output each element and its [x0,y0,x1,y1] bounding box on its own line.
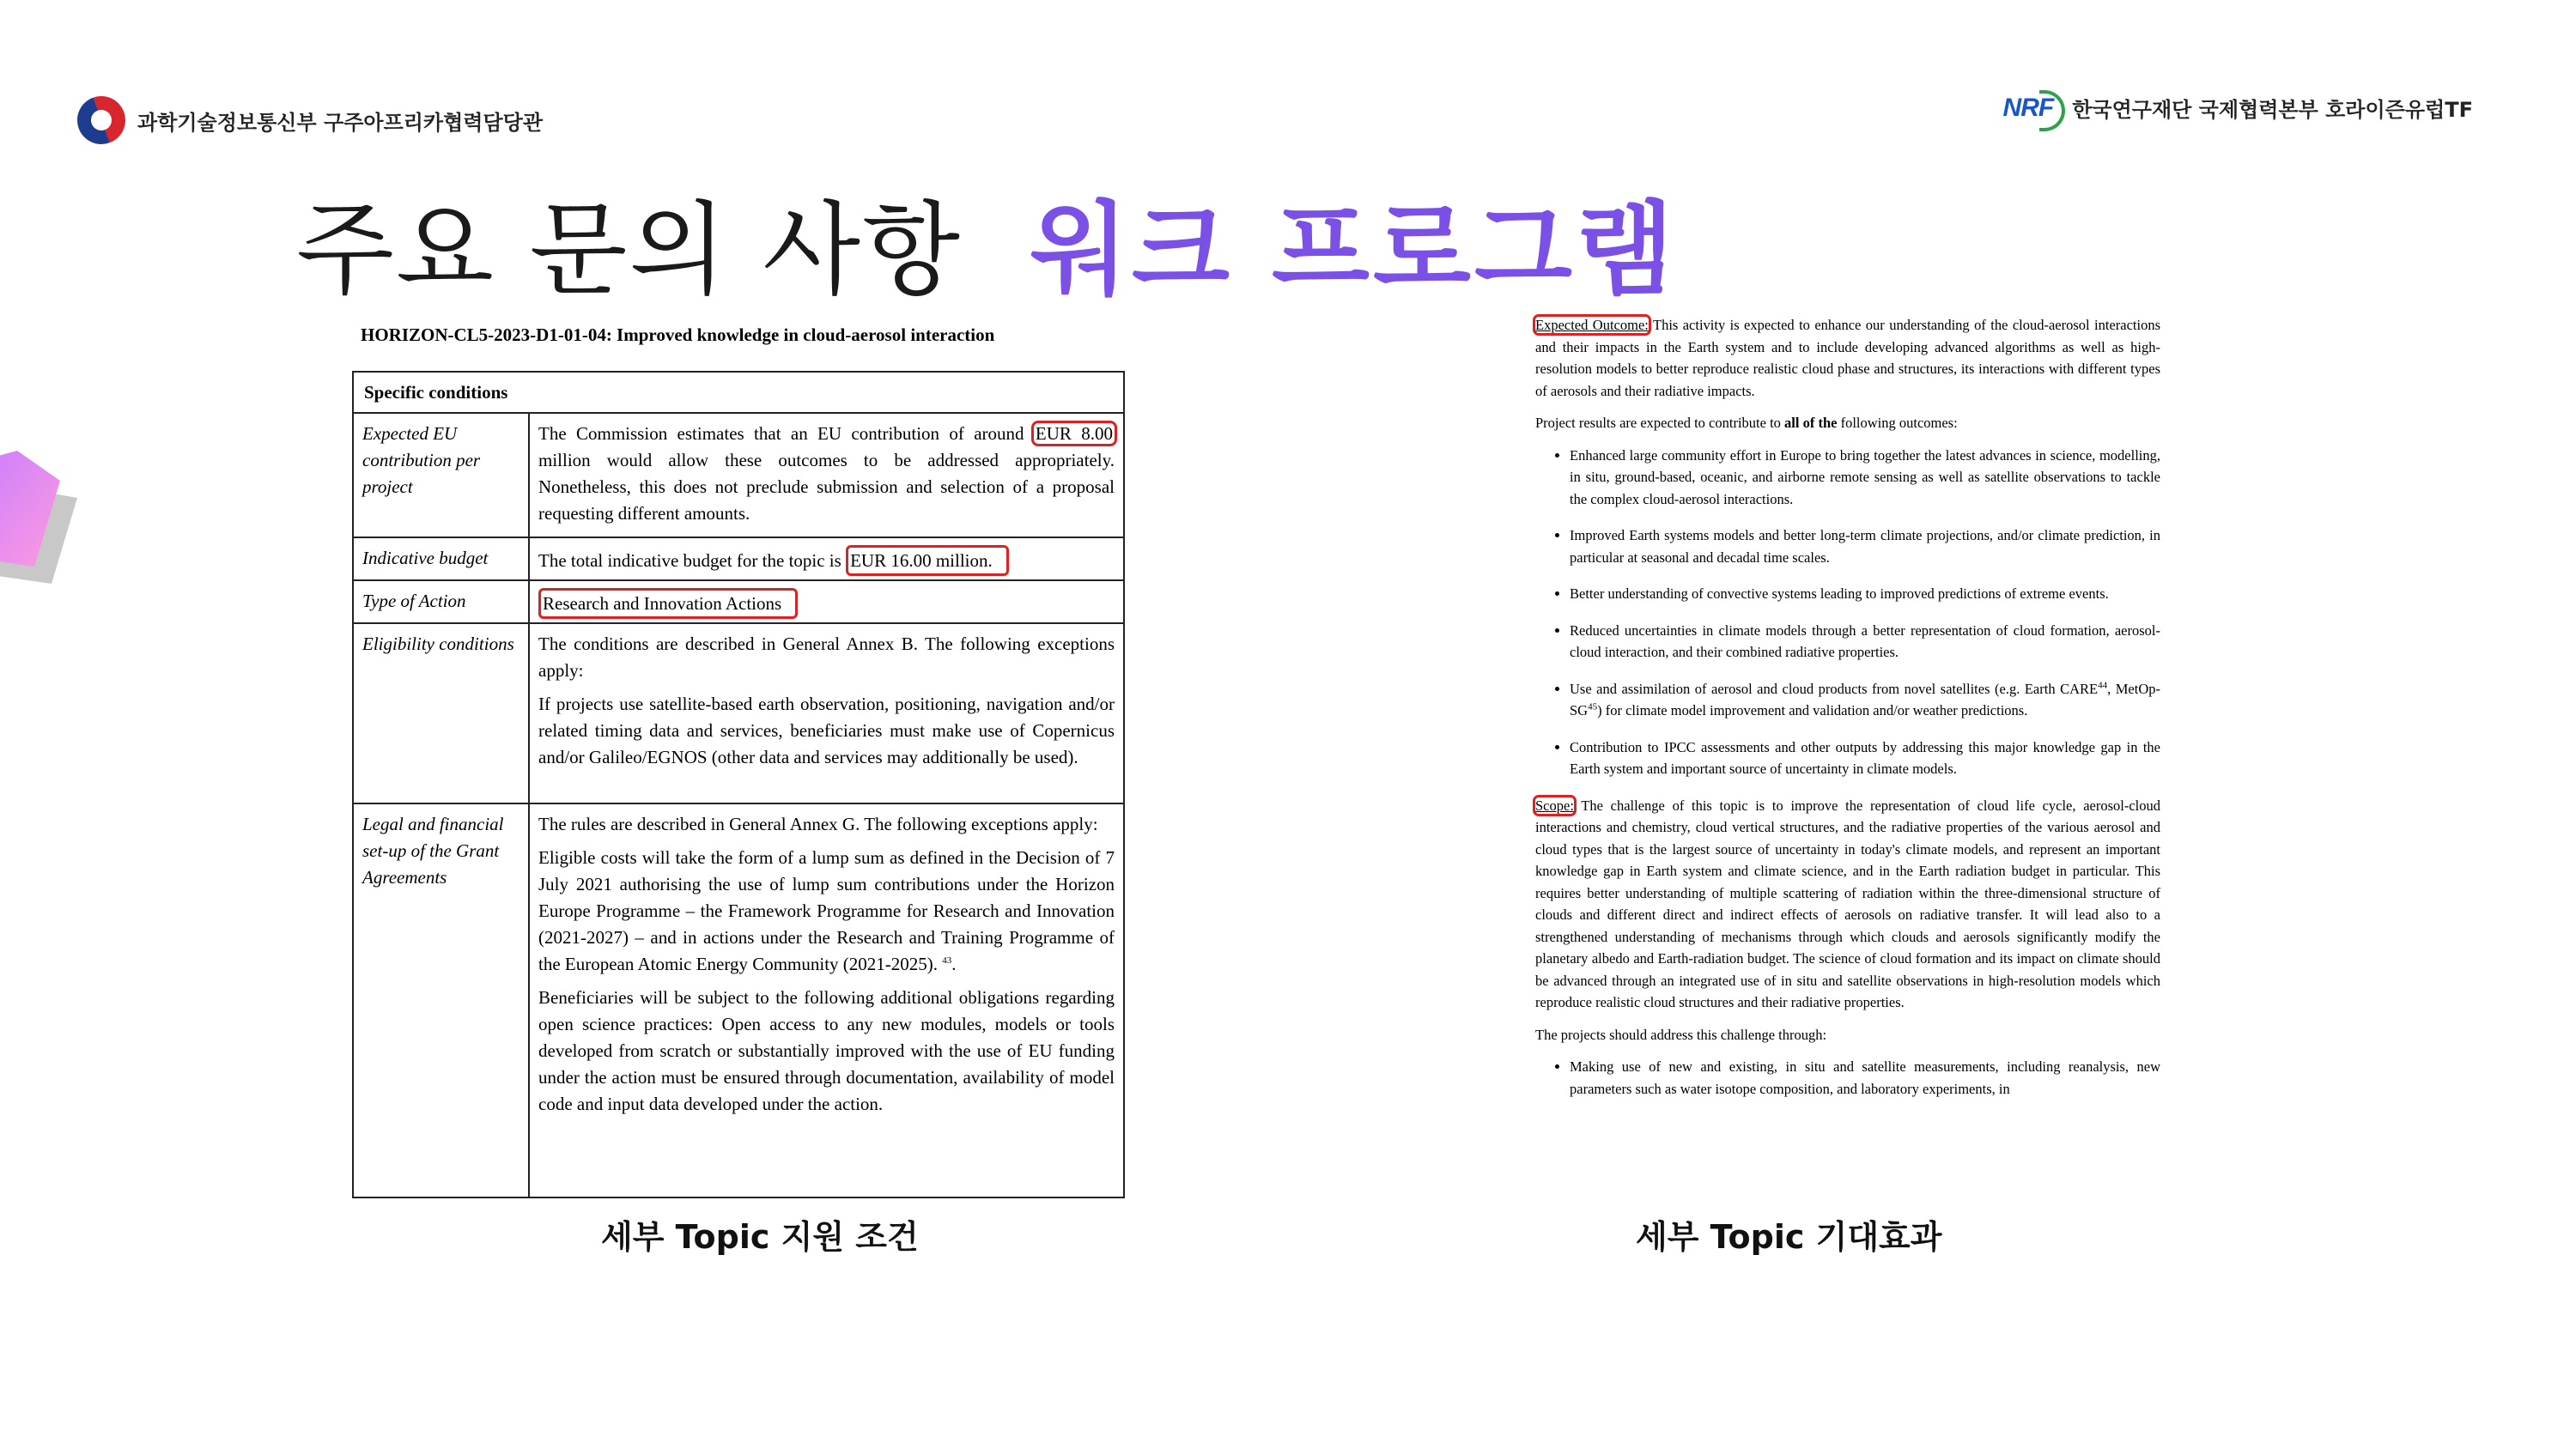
table-header: Specific conditions [354,373,1123,414]
row-label: Expected EU contribution per project [354,414,530,537]
highlight-eur-16: EUR 16.00 million. [846,545,1009,576]
highlight-action-type: Research and Innovation Actions [538,588,798,619]
row-label: Indicative budget [354,538,530,579]
row-value: The total indicative budget for the topic is EUR 16.00 million. [530,538,1123,579]
table-row [354,581,1123,624]
list-item: • Improved Earth systems models and better long-term climate projections, and/or climate prediction, in particular at seasonal and decadal time scales. [1570,524,2160,568]
row-value: The rules are described in General Annex G. The following exceptions apply: Eligible costs will take the form of a lump sum as defined in the Decision of 7 July 2021 authorising the use of lump sum contributions under the Horizon Europe Programme – the Framework Programme for Research and Innovation (2021-2027) – and in actions under the Research and Training Programme of the European Atomic Energy Community (2021-2025). $^{43}$. Beneficiaries will be subject to the following additional obligations regarding open science practices: Open access to any new modules, models or tools developed from scratch or substantially improved with the use of EU funding under the action must be ensured through documentation, availability of model code and input data developed under the action. [538,814,1115,1114]
topic-heading: HORIZON-CL5-2023-D1-01-04: Improved knowledge in cloud-aerosol interaction [361,324,995,345]
list-item: • Use and assimilation of aerosol and cloud products from novel satellites (e.g. Earth CARE$^{44}$, MetOp-SG$^{45}$) for climate model improvement and validation and/or weather predictions. [1570,678,2160,722]
row-value [530,581,1123,622]
left-caption: 세부 Topic 지원 조건 [601,1218,919,1256]
list-item: • Making use of new and existing, in situ and satellite measurements, including reanalysis, new parameters such as water isotope composition, and laboratory experiments, in [1570,1056,2160,1100]
table-row [354,624,1123,804]
expected-outcome-label: Expected Outcome: [1535,317,1649,333]
decorative-prism [0,446,86,584]
nrf-org-name: 한국연구재단 국제협력본부 호라이즌유럽TF [2072,98,2473,122]
table-row [354,804,1123,1197]
title-main: 주요 문의 사항 [296,191,962,309]
right-caption: 세부 Topic 기대효과 [1636,1218,1942,1256]
table-row [354,414,1123,538]
conditions-table [352,371,1125,1198]
page-title [296,168,1677,314]
government-emblem-icon [70,89,132,151]
list-item: • Enhanced large community effort in Europe to bring together the latest advances in science, modelling, in situ, ground-based, oceanic, and airborne remote sensing as well as satellite observations to tackle the complex cloud-aerosol interactions. [1570,445,2160,511]
expected-outcome-doc: Expected Outcome: This activity is expected to enhance our understanding of the cloud-aerosol interactions and their impacts in the Earth system and to include developing advanced algorithms as well as high-resolution models to better reproduce realistic cloud phase and structures, its interactions with different types of aerosols and their radiative impacts. Project results are expected to contribute to all of the following outcomes: • Enhanced large community effort in Europe to bring together the latest advances in science, modelling, in situ, ground-based, oceanic, and airborne remote sensing as well as satellite observations to tackle the complex cloud-aerosol interactions. • Improved Earth systems models and better long-term climate projections, and/or climate prediction, in particular at seasonal and decadal time scales. • Better understanding of convective systems leading to improved predictions of extreme events. • Reduced uncertainties in climate models through a better representation of cloud formation, aerosol-cloud interaction, and their combined radiative properties. • Use and assimilation of aerosol and cloud products from novel satellites (e.g. Earth CARE$^{44}$, MetOp-SG$^{45}$) for climate model improvement and validation and/or weather predictions. • Contribution to IPCC assessments and other outputs by addressing this major knowledge gap in the Earth system and important source of uncertainty in climate models. Scope: The challenge of this topic is to improve the representation of cloud life cycle, aerosol-cloud interactions and chemistry, cloud vertical structures, and the radiative properties of the various aerosol and cloud types that is the largest source of uncertainty in today's climate models, and represent an important knowledge gap in Earth system and climate science, and in the Earth radiation budget in particular. This requires better understanding of multiple scattering of radiation within the three-dimensional structure of clouds and different direct and indirect effects of aerosols on radiative transfer. It will lead also to a strengthened understanding of mechanisms through which clouds and aerosols significantly modify the planetary albedo and Earth-radiation budget. The science of cloud formation and its impact on climate should be advanced through an integrated use of in situ and satellite observations in high-resolution models which reproduce realistic cloud structures and their radiative properties. The projects should address this challenge through: • Making use of new and existing, in situ and satellite measurements, including reanalysis, new parameters such as water isotope composition, and laboratory experiments, in [1535,314,2160,1100]
row-label: Eligibility conditions [354,624,530,803]
row-value: The conditions are described in General Annex B. The following exceptions apply: If projects use satellite-based earth observation, positioning, navigation and/or related timing data and services, beneficiaries must make use of Copernicus and/or Galileo/EGNOS (other data and services may additionally be used). [538,634,1115,767]
nrf-logo: NRF [2002,93,2054,122]
outcomes-list [1535,445,2160,780]
row-value: The Commission estimates that an EU contribution of around EUR 8.00 million would allow these outcomes to be addressed appropriately. Nonetheless, this does not preclude submission and selection of a proposal requesting different amounts. [538,423,1115,524]
row-label: Type of Action [354,581,530,622]
row-label: Legal and financial set-up of the Grant Agreements [354,804,530,1197]
list-item: • Reduced uncertainties in climate models through a better representation of cloud formation, aerosol-cloud interaction, and their combined radiative properties. [1570,620,2160,664]
title-accent: 워크 프로그램 [1030,191,1677,309]
scope-label: Scope: [1535,797,1574,814]
header-right [2003,93,2473,123]
list-item: • Better understanding of convective systems leading to improved predictions of extreme events. [1570,583,2160,605]
header-left [77,96,543,144]
highlight-eur-8: EUR 8.00 [1035,423,1114,444]
list-item: • Contribution to IPCC assessments and other outputs by addressing this major knowledge gap in the Earth system and important source of uncertainty in climate models. [1570,737,2160,780]
table-row [354,538,1123,581]
ministry-name: 과학기술정보통신부 구주아프리카협력담당관 [137,110,544,135]
